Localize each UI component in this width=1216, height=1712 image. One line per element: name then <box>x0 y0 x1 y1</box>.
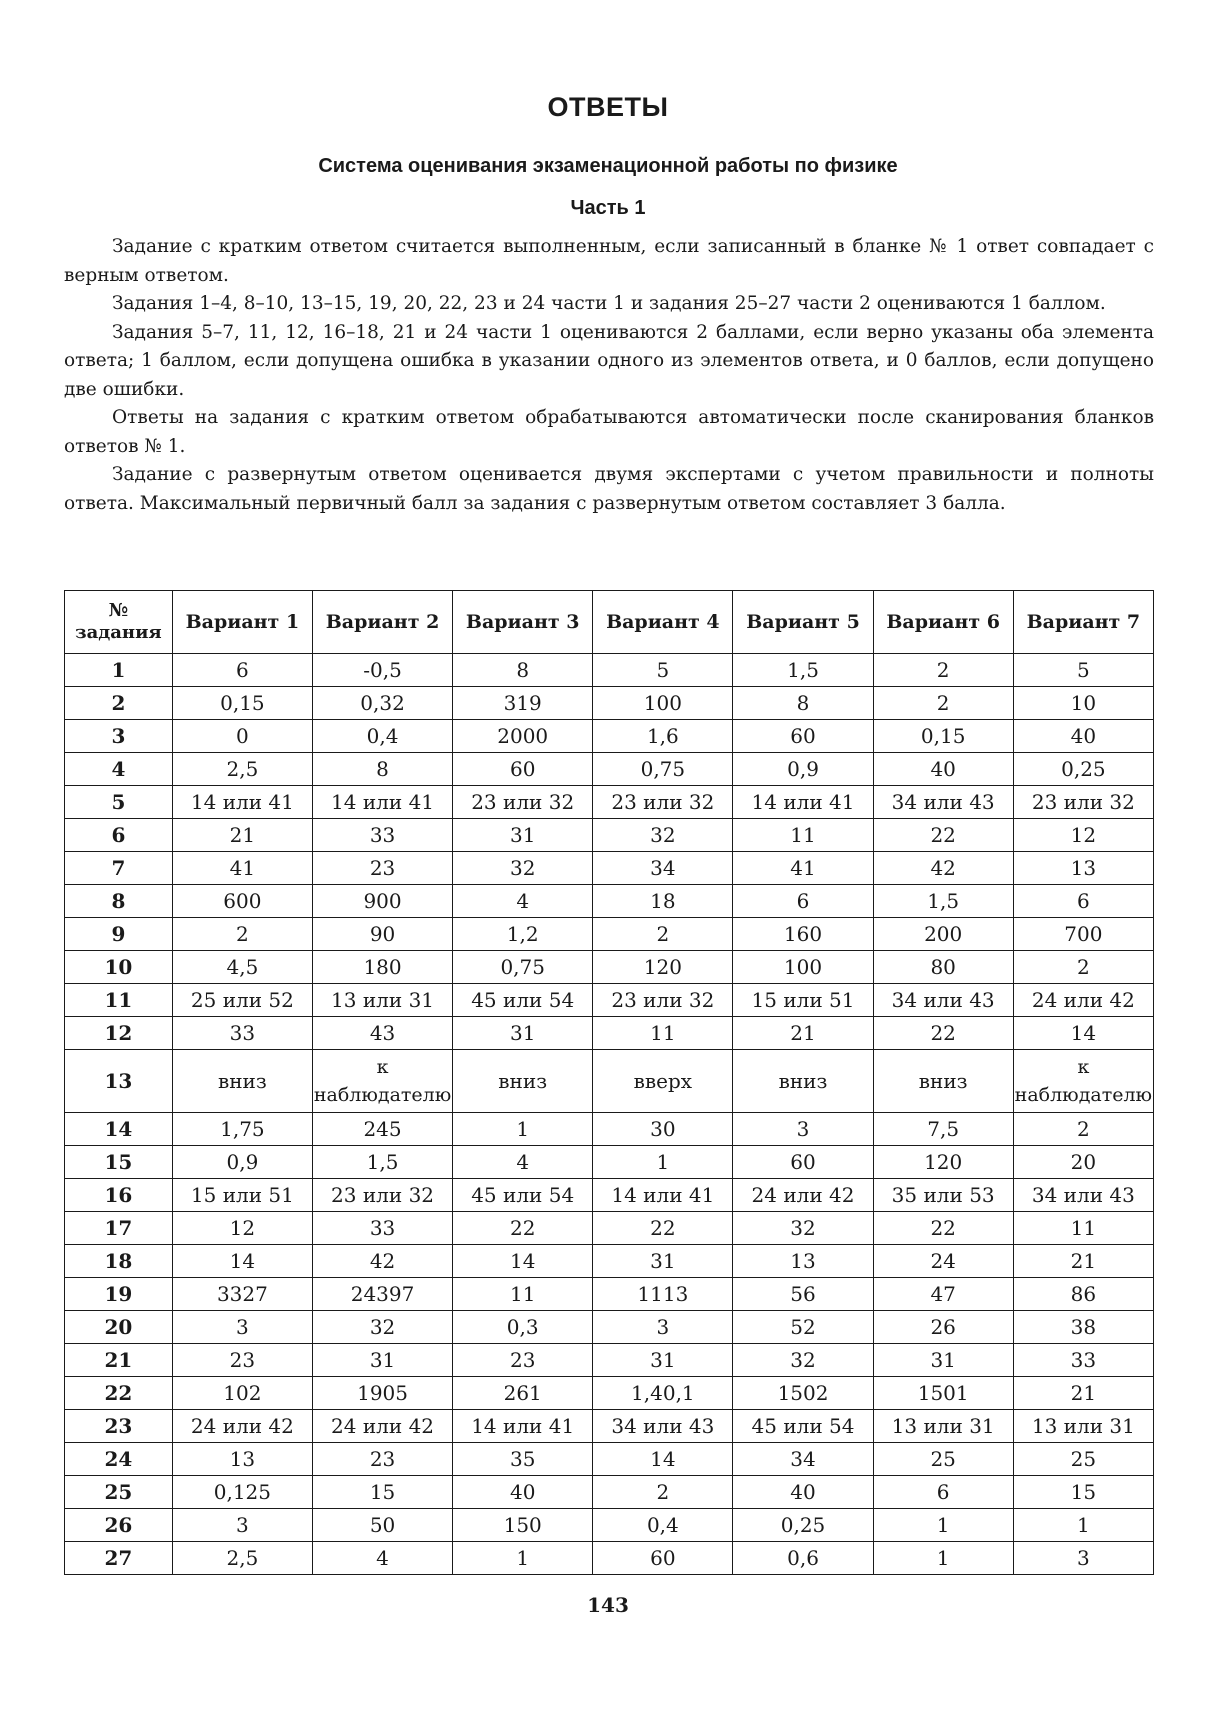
answer-cell: 21 <box>1013 1377 1153 1410</box>
answer-cell: 0,9 <box>172 1146 312 1179</box>
answer-cell: 47 <box>873 1278 1013 1311</box>
answer-cell: 34 или 43 <box>1013 1179 1153 1212</box>
answer-cell: 30 <box>593 1113 733 1146</box>
answer-cell: 15 или 51 <box>733 984 873 1017</box>
table-row <box>65 885 1154 918</box>
answer-cell: 1 <box>1013 1509 1153 1542</box>
answer-cell: 43 <box>312 1017 452 1050</box>
task-number-cell: 5 <box>65 786 173 819</box>
answer-cell: 25 или 52 <box>172 984 312 1017</box>
answer-cell: 25 <box>873 1443 1013 1476</box>
answer-cell: 15 <box>312 1476 452 1509</box>
answer-cell: 86 <box>1013 1278 1153 1311</box>
answer-cell: 1,40,1 <box>593 1377 733 1410</box>
answer-cell: 2000 <box>453 720 593 753</box>
answer-cell: 60 <box>453 753 593 786</box>
answer-cell: 700 <box>1013 918 1153 951</box>
answer-cell: 21 <box>1013 1245 1153 1278</box>
answer-cell: 15 или 51 <box>172 1179 312 1212</box>
answer-cell: 40 <box>1013 720 1153 753</box>
answer-cell: 4 <box>453 885 593 918</box>
column-header-variant: Вариант 7 <box>1013 591 1153 654</box>
answer-cell: 2 <box>873 654 1013 687</box>
answer-cell: 31 <box>453 819 593 852</box>
answer-cell: 200 <box>873 918 1013 951</box>
table-row <box>65 1212 1154 1245</box>
answer-cell: 100 <box>733 951 873 984</box>
answer-cell: 0,15 <box>873 720 1013 753</box>
task-number-cell: 7 <box>65 852 173 885</box>
answer-cell: 90 <box>312 918 452 951</box>
answer-cell: 50 <box>312 1509 452 1542</box>
answer-cell: 22 <box>873 819 1013 852</box>
answer-cell: 23 или 32 <box>1013 786 1153 819</box>
answer-cell: 0,4 <box>312 720 452 753</box>
table-row <box>65 984 1154 1017</box>
answer-cell: 34 <box>733 1443 873 1476</box>
answer-cell: 1,5 <box>312 1146 452 1179</box>
task-number-cell: 12 <box>65 1017 173 1050</box>
answer-cell: 1501 <box>873 1377 1013 1410</box>
task-number-cell: 26 <box>65 1509 173 1542</box>
table-row <box>65 852 1154 885</box>
answer-cell: 14 <box>593 1443 733 1476</box>
table-row <box>65 1179 1154 1212</box>
answer-cell: вниз <box>873 1050 1013 1113</box>
answer-cell: 14 или 41 <box>593 1179 733 1212</box>
table-row <box>65 1476 1154 1509</box>
answer-cell: 14 или 41 <box>733 786 873 819</box>
answer-cell: 4 <box>453 1146 593 1179</box>
answer-cell: 2 <box>172 918 312 951</box>
answer-cell: 0,3 <box>453 1311 593 1344</box>
answer-cell: 11 <box>1013 1212 1153 1245</box>
answer-cell: 4,5 <box>172 951 312 984</box>
answer-cell: 33 <box>312 1212 452 1245</box>
answer-cell: 6 <box>873 1476 1013 1509</box>
answer-cell: 261 <box>453 1377 593 1410</box>
answer-cell: 35 или 53 <box>873 1179 1013 1212</box>
column-header-variant: Вариант 1 <box>172 591 312 654</box>
answer-cell: 245 <box>312 1113 452 1146</box>
answer-cell: 33 <box>172 1017 312 1050</box>
answer-cell: 11 <box>733 819 873 852</box>
task-number-cell: 6 <box>65 819 173 852</box>
answer-cell: 52 <box>733 1311 873 1344</box>
answer-cell: 13 <box>1013 852 1153 885</box>
table-row <box>65 1146 1154 1179</box>
table-row <box>65 819 1154 852</box>
answer-cell: 21 <box>172 819 312 852</box>
table-row <box>65 951 1154 984</box>
task-number-cell: 24 <box>65 1443 173 1476</box>
column-header-variant: Вариант 3 <box>453 591 593 654</box>
answer-cell: 1905 <box>312 1377 452 1410</box>
answer-cell: 13 или 31 <box>312 984 452 1017</box>
answer-cell: 1 <box>873 1542 1013 1575</box>
answer-cell: 2 <box>1013 1113 1153 1146</box>
answer-cell: 120 <box>593 951 733 984</box>
answer-cell: 45 или 54 <box>453 1179 593 1212</box>
answer-cell: 23 <box>312 1443 452 1476</box>
answer-cell: 1,6 <box>593 720 733 753</box>
answer-cell: 1 <box>593 1146 733 1179</box>
answer-cell: 13 или 31 <box>873 1410 1013 1443</box>
answer-cell: 8 <box>733 687 873 720</box>
answer-cell: 31 <box>873 1344 1013 1377</box>
answer-cell: 22 <box>873 1017 1013 1050</box>
answer-cell: 13 <box>172 1443 312 1476</box>
answer-cell: 24 или 42 <box>172 1410 312 1443</box>
task-number-cell: 2 <box>65 687 173 720</box>
answer-cell: 23 <box>453 1344 593 1377</box>
answer-cell: 3 <box>172 1311 312 1344</box>
answer-cell: 100 <box>593 687 733 720</box>
answer-cell: 32 <box>593 819 733 852</box>
column-header-task-number: № задания <box>65 591 173 654</box>
answer-cell: 24397 <box>312 1278 452 1311</box>
task-number-cell: 21 <box>65 1344 173 1377</box>
answer-cell: 31 <box>453 1017 593 1050</box>
answer-cell: 6 <box>1013 885 1153 918</box>
answer-cell: 24 <box>873 1245 1013 1278</box>
answer-cell: 8 <box>453 654 593 687</box>
answer-cell: 0,4 <box>593 1509 733 1542</box>
table-row <box>65 1542 1154 1575</box>
table-row <box>65 687 1154 720</box>
table-row <box>65 1278 1154 1311</box>
answer-cell: 2 <box>873 687 1013 720</box>
answer-cell: 23 или 32 <box>593 786 733 819</box>
paragraph: Задание с развернутым ответом оценивается двумя экспертами с учетом правильности и полноты ответа. Максимальный первичный балл за задания с развернутым ответом составляет 3 балла. <box>64 464 1154 514</box>
answer-cell: 41 <box>733 852 873 885</box>
answer-cell: 0,125 <box>172 1476 312 1509</box>
answer-cell: 23 или 32 <box>453 786 593 819</box>
answer-cell: 102 <box>172 1377 312 1410</box>
task-number-cell: 18 <box>65 1245 173 1278</box>
answer-cell: 24 или 42 <box>312 1410 452 1443</box>
answer-cell: 1113 <box>593 1278 733 1311</box>
answer-cell: вниз <box>733 1050 873 1113</box>
table-row <box>65 1443 1154 1476</box>
answer-cell: 32 <box>733 1212 873 1245</box>
answer-cell: 3 <box>172 1509 312 1542</box>
answer-cell: 1 <box>453 1113 593 1146</box>
answer-cell: 33 <box>312 819 452 852</box>
answer-cell: 319 <box>453 687 593 720</box>
answer-cell: 31 <box>312 1344 452 1377</box>
column-header-variant: Вариант 2 <box>312 591 452 654</box>
table-row <box>65 1050 1154 1113</box>
answer-cell: 600 <box>172 885 312 918</box>
answer-cell: 34 <box>593 852 733 885</box>
answer-cell: вверх <box>593 1050 733 1113</box>
part-heading: Часть 1 <box>570 197 646 219</box>
answer-cell: 14 или 41 <box>312 786 452 819</box>
column-header-variant: Вариант 6 <box>873 591 1013 654</box>
task-number-cell: 20 <box>65 1311 173 1344</box>
answer-cell: 25 <box>1013 1443 1153 1476</box>
answer-cell: 6 <box>733 885 873 918</box>
task-number-cell: 10 <box>65 951 173 984</box>
task-number-cell: 14 <box>65 1113 173 1146</box>
answer-cell: 31 <box>593 1344 733 1377</box>
table-row <box>65 1311 1154 1344</box>
answer-cell: 34 или 43 <box>593 1410 733 1443</box>
answer-cell: 42 <box>312 1245 452 1278</box>
answer-cell: 24 или 42 <box>733 1179 873 1212</box>
answer-cell: 5 <box>1013 654 1153 687</box>
answer-cell: 40 <box>733 1476 873 1509</box>
table-row <box>65 720 1154 753</box>
answer-cell: 11 <box>593 1017 733 1050</box>
answer-cell: 38 <box>1013 1311 1153 1344</box>
answer-cell: 3 <box>593 1311 733 1344</box>
answer-cell: 35 <box>453 1443 593 1476</box>
task-number-cell: 13 <box>65 1050 173 1113</box>
answer-cell: 22 <box>873 1212 1013 1245</box>
answer-cell: 0,25 <box>1013 753 1153 786</box>
answer-cell: 2,5 <box>172 753 312 786</box>
task-number-cell: 22 <box>65 1377 173 1410</box>
answer-cell: 56 <box>733 1278 873 1311</box>
answer-cell: 14 <box>1013 1017 1153 1050</box>
answer-cell: 34 или 43 <box>873 984 1013 1017</box>
answer-cell: 60 <box>733 1146 873 1179</box>
answer-cell: 1 <box>453 1542 593 1575</box>
table-row <box>65 1344 1154 1377</box>
answer-cell: 0,75 <box>593 753 733 786</box>
answer-cell: 32 <box>312 1311 452 1344</box>
answer-cell: 42 <box>873 852 1013 885</box>
answer-cell: 14 <box>453 1245 593 1278</box>
answer-cell: 14 или 41 <box>172 786 312 819</box>
answer-cell: 45 или 54 <box>453 984 593 1017</box>
answer-cell: 21 <box>733 1017 873 1050</box>
answer-cell: 1,5 <box>873 885 1013 918</box>
task-number-cell: 25 <box>65 1476 173 1509</box>
answer-cell: к наблюдателю <box>312 1050 452 1113</box>
answers-table <box>64 590 1154 1575</box>
answer-cell: 10 <box>1013 687 1153 720</box>
table-row <box>65 654 1154 687</box>
answer-cell: 900 <box>312 885 452 918</box>
answer-cell: 40 <box>453 1476 593 1509</box>
task-number-cell: 1 <box>65 654 173 687</box>
task-number-cell: 16 <box>65 1179 173 1212</box>
answer-cell: 80 <box>873 951 1013 984</box>
answer-cell: к наблюдателю <box>1013 1050 1153 1113</box>
answer-cell: 0,25 <box>733 1509 873 1542</box>
answer-cell: 1,5 <box>733 654 873 687</box>
answer-cell: 40 <box>873 753 1013 786</box>
paragraph: Задание с кратким ответом считается выполненным, если записанный в бланке № 1 ответ совпадает с верным ответом. <box>64 236 1154 286</box>
table-row <box>65 1245 1154 1278</box>
task-number-cell: 15 <box>65 1146 173 1179</box>
intro-text <box>64 233 1154 518</box>
table-row <box>65 1377 1154 1410</box>
task-number-cell: 17 <box>65 1212 173 1245</box>
answer-cell: 22 <box>593 1212 733 1245</box>
answer-cell: 60 <box>733 720 873 753</box>
answer-cell: 14 или 41 <box>453 1410 593 1443</box>
answer-cell: 12 <box>172 1212 312 1245</box>
answer-cell: 34 или 43 <box>873 786 1013 819</box>
answer-cell: 14 <box>172 1245 312 1278</box>
answer-cell: 31 <box>593 1245 733 1278</box>
task-number-cell: 23 <box>65 1410 173 1443</box>
answer-cell: 33 <box>1013 1344 1153 1377</box>
task-number-cell: 9 <box>65 918 173 951</box>
paragraph: Задания 1–4, 8–10, 13–15, 19, 20, 22, 23 и 24 части 1 и задания 25–27 части 2 оцениваются 1 баллом. <box>112 293 1106 314</box>
answer-cell: 0,6 <box>733 1542 873 1575</box>
answer-cell: 23 <box>312 852 452 885</box>
answer-cell: 26 <box>873 1311 1013 1344</box>
column-header-variant: Вариант 5 <box>733 591 873 654</box>
answer-cell: вниз <box>172 1050 312 1113</box>
paragraph: Ответы на задания с кратким ответом обрабатываются автоматически после сканирования бланков ответов № 1. <box>64 407 1154 457</box>
column-header-variant: Вариант 4 <box>593 591 733 654</box>
answer-cell: 150 <box>453 1509 593 1542</box>
answer-cell: 20 <box>1013 1146 1153 1179</box>
table-row <box>65 918 1154 951</box>
answer-cell: 4 <box>312 1542 452 1575</box>
answer-cell: 3 <box>1013 1542 1153 1575</box>
answer-cell: 5 <box>593 654 733 687</box>
answer-cell: 1502 <box>733 1377 873 1410</box>
answer-cell: 13 или 31 <box>1013 1410 1153 1443</box>
page-title: ОТВЕТЫ <box>547 92 669 122</box>
answer-cell: 8 <box>312 753 452 786</box>
table-row <box>65 1017 1154 1050</box>
answer-cell: 1,2 <box>453 918 593 951</box>
table-row <box>65 753 1154 786</box>
task-number-cell: 11 <box>65 984 173 1017</box>
task-number-cell: 8 <box>65 885 173 918</box>
answer-cell: 11 <box>453 1278 593 1311</box>
answer-cell: 6 <box>172 654 312 687</box>
answer-cell: 7,5 <box>873 1113 1013 1146</box>
answer-cell: 3327 <box>172 1278 312 1311</box>
table-row <box>65 786 1154 819</box>
answer-cell: 32 <box>733 1344 873 1377</box>
answer-cell: 160 <box>733 918 873 951</box>
answer-cell: 120 <box>873 1146 1013 1179</box>
answer-cell: 12 <box>1013 819 1153 852</box>
answer-cell: 60 <box>593 1542 733 1575</box>
answer-cell: 2 <box>1013 951 1153 984</box>
answer-cell: 2,5 <box>172 1542 312 1575</box>
answer-cell: 41 <box>172 852 312 885</box>
table-row <box>65 1113 1154 1146</box>
answer-cell: 22 <box>453 1212 593 1245</box>
task-number-cell: 4 <box>65 753 173 786</box>
table-row <box>65 1509 1154 1542</box>
answer-cell: 180 <box>312 951 452 984</box>
table-header-row <box>65 591 1154 654</box>
answer-cell: 32 <box>453 852 593 885</box>
answer-cell: 0,15 <box>172 687 312 720</box>
answer-cell: 23 или 32 <box>593 984 733 1017</box>
answer-cell: вниз <box>453 1050 593 1113</box>
section-subtitle: Система оценивания экзаменационной работы по физике <box>318 155 898 177</box>
answer-cell: 24 или 42 <box>1013 984 1153 1017</box>
table-row <box>65 1410 1154 1443</box>
answer-cell: 1 <box>873 1509 1013 1542</box>
answer-cell: -0,5 <box>312 654 452 687</box>
task-number-cell: 27 <box>65 1542 173 1575</box>
answer-cell: 0 <box>172 720 312 753</box>
answer-cell: 2 <box>593 1476 733 1509</box>
answer-cell: 0,75 <box>453 951 593 984</box>
page-number: 143 <box>587 1593 629 1617</box>
paragraph: Задания 5–7, 11, 12, 16–18, 21 и 24 части 1 оцениваются 2 баллами, если верно указаны оба элемента ответа; 1 баллом, если допущена ошибка в указании одного из элементов ответа, и 0 баллов, если допущено две ошибки. <box>64 321 1154 400</box>
answer-cell: 23 или 32 <box>312 1179 452 1212</box>
answer-cell: 13 <box>733 1245 873 1278</box>
task-number-cell: 19 <box>65 1278 173 1311</box>
answer-cell: 2 <box>593 918 733 951</box>
answer-cell: 0,32 <box>312 687 452 720</box>
answer-cell: 23 <box>172 1344 312 1377</box>
answer-cell: 15 <box>1013 1476 1153 1509</box>
answer-cell: 0,9 <box>733 753 873 786</box>
answer-cell: 3 <box>733 1113 873 1146</box>
answer-cell: 1,75 <box>172 1113 312 1146</box>
answer-cell: 18 <box>593 885 733 918</box>
answer-cell: 45 или 54 <box>733 1410 873 1443</box>
task-number-cell: 3 <box>65 720 173 753</box>
